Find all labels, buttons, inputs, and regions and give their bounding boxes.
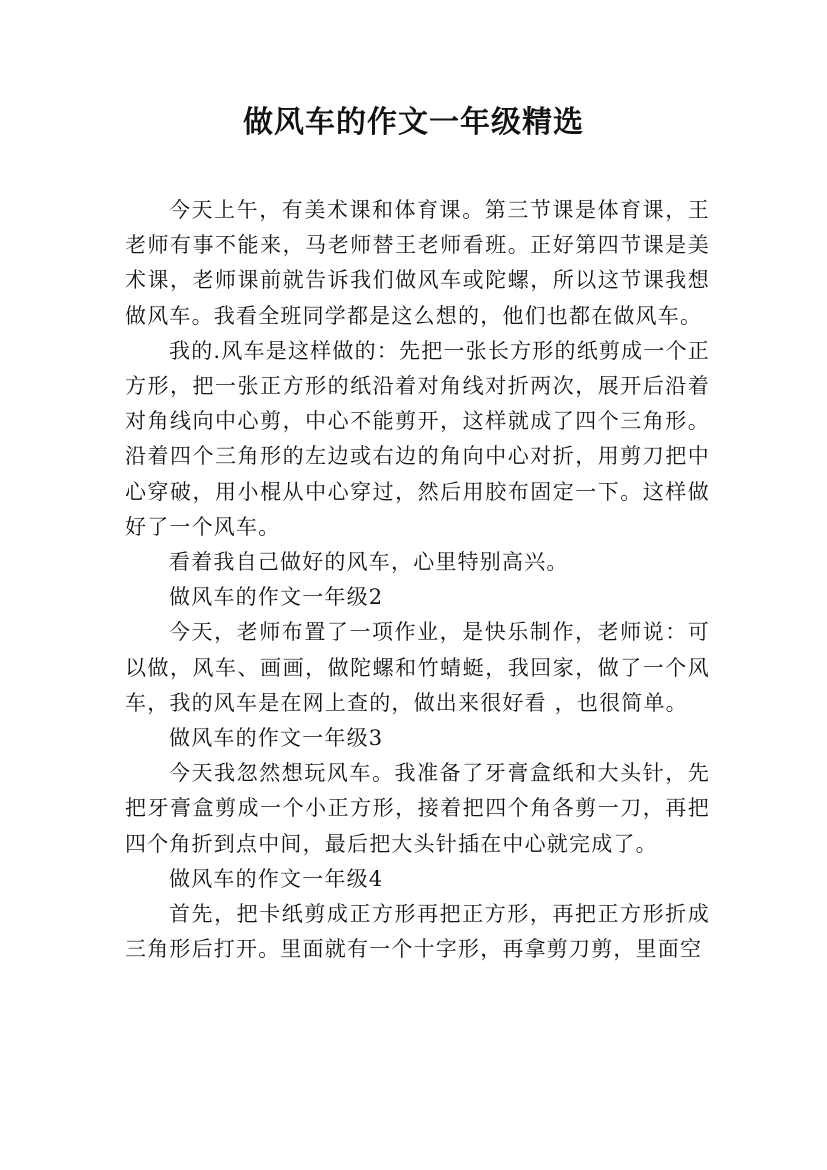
paragraph-essay-2: 今天，老师布置了一项作业，是快乐制作，老师说：可以做，风车、画画，做陀螺和竹蜻蜓，我回家，做了一个风车，我的风车是在网上查的，做出来很好看 ，也很简单。 (125, 620, 710, 715)
essay-heading-3: 做风车的作文一年级3 (169, 726, 384, 751)
essay-heading-4: 做风车的作文一年级4 (169, 866, 384, 891)
paragraph-feeling: 看着我自己做好的风车，心里特别高兴。 (169, 550, 569, 575)
essay-heading-2: 做风车的作文一年级2 (169, 585, 384, 610)
paragraph-steps: 我的.风车是这样做的：先把一张长方形的纸剪成一个正方形，把一张正方形的纸沿着对角线对折两次，展开后沿着对角线向中心剪，中心不能剪开，这样就成了四个三角形。沿着四个三角形的左边或右边的角向中心对折，用剪刀把中心穿破，用小棍从中心穿过，然后用胶布固定一下。这样做好了一个风车。 (125, 338, 710, 539)
paragraph-essay-3: 今天我忽然想玩风车。我准备了牙膏盒纸和大头针，先把牙膏盒剪成一个小正方形，接着把四个角各剪一刀，再把四个角折到点中间，最后把大头针插在中心就完成了。 (125, 761, 710, 856)
document-body (125, 193, 710, 967)
paragraph-essay-4: 首先，把卡纸剪成正方形再把正方形，再把正方形折成三角形后打开。里面就有一个十字形，再拿剪刀剪，里面空 (125, 902, 710, 962)
paragraph-intro: 今天上午，有美术课和体育课。第三节课是体育课，王老师有事不能来，马老师替王老师看班。正好第四节课是美术课，老师课前就告诉我们做风车或陀螺，所以这节课我想做风车。我看全班同学都是这么想的，他们也都在做风车。 (125, 198, 710, 328)
document-title: 做风车的作文一年级精选 (243, 105, 584, 140)
